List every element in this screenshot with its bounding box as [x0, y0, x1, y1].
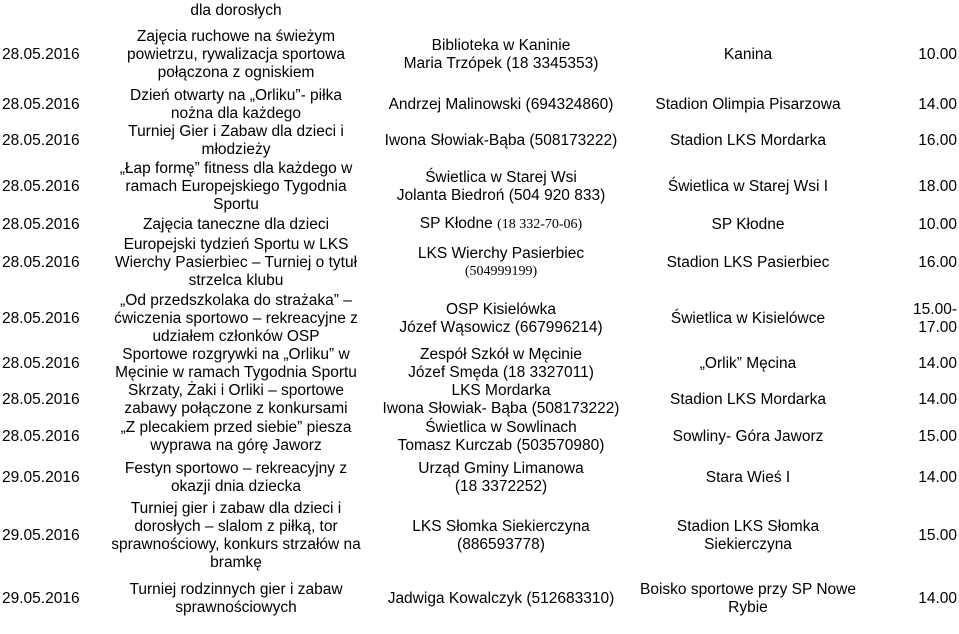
activity-cell: [102, 291, 370, 346]
cell-line: okazji dnia dziecka: [170, 478, 302, 495]
table-row: [0, 87, 959, 123]
cell-line: Stara Wieś I: [705, 469, 791, 486]
cell-line: Turniej Gier i Zabaw dla dzieci i: [128, 123, 344, 140]
table-row: [0, 235, 959, 291]
organizer-cell: [370, 235, 632, 291]
place-cell: [632, 456, 864, 500]
table-row: [0, 346, 959, 382]
table-row: [0, 500, 959, 572]
cell-line: Stadion Olimpia Pisarzowa: [655, 96, 841, 113]
place-cell: [632, 87, 864, 123]
organizer-cell: [370, 346, 632, 382]
organizer-name: SP Kłodne: [419, 215, 498, 232]
time-cell: [864, 500, 959, 572]
cell-line: sprawnościowy, konkurs strzałów na: [111, 536, 361, 553]
cell-line: Stadion LKS Mordarka: [670, 132, 826, 149]
cell-line: Boisko sportowe przy SP Nowe: [640, 581, 856, 598]
table-row: [0, 456, 959, 500]
time-cell: [864, 214, 959, 235]
cell-line: LKS Mordarka: [451, 382, 551, 399]
table-row: [0, 123, 959, 159]
place-cell: [632, 214, 864, 235]
organizer-cell: [370, 572, 632, 626]
time-cell: [864, 291, 959, 346]
event-date: 28.05.2016: [2, 215, 80, 233]
time-cell: [864, 22, 959, 87]
cell-line: Tomasz Kurczab (503570980): [397, 437, 605, 454]
activity-fragment: dla dorosłych: [190, 2, 282, 19]
table-row: [0, 159, 959, 214]
header-fragment-row: [0, 0, 959, 22]
cell-line: bramkę: [210, 554, 262, 571]
table-row: [0, 382, 959, 418]
organizer-cell: [370, 214, 632, 235]
cell-line: Rybie: [728, 599, 768, 616]
cell-line: Zajęcia ruchowe na świeżym: [136, 27, 336, 45]
cell-line: wyprawa na górę Jaworz: [150, 437, 322, 454]
time-cell: [864, 346, 959, 382]
cell-line: udziałem członków OSP: [152, 327, 320, 345]
cell-line: LKS Słomka Siekierczyna: [412, 518, 590, 535]
cell-line: ćwiczenia sportowo – rekreacyjne z: [114, 309, 358, 327]
cell-line: Świetlica w Kisielówce: [670, 309, 826, 327]
activity-cell: [102, 235, 370, 291]
cell-line: LKS Wierchy Pasierbiec: [417, 245, 585, 262]
place-cell: [632, 22, 864, 87]
event-date: 28.05.2016: [2, 177, 80, 195]
event-date: 28.05.2016: [2, 355, 80, 372]
cell-line: zabawy połączone z konkursami: [124, 400, 348, 417]
date-cell: [0, 418, 102, 456]
activity-cell: [102, 159, 370, 214]
cell-line: „Z plecakiem przed siebie” piesza: [120, 419, 352, 436]
activity-cell: [102, 87, 370, 123]
cell-line: Urząd Gminy Limanowa: [418, 460, 584, 477]
cell-line: Maria Trzópek (18 3345353): [403, 54, 599, 72]
cell-line: ramach Europejskiego Tygodnia: [125, 177, 347, 195]
event-date: 28.05.2016: [2, 309, 80, 327]
activity-cell: [102, 214, 370, 235]
cell-line: Stadion LKS Mordarka: [670, 391, 826, 408]
time-cell: [864, 456, 959, 500]
organizer-phone: (18 332-70-06): [497, 217, 583, 232]
cell-line: Świetlica w Starej Wsi I: [667, 177, 829, 195]
organizer-phone: (504999199): [464, 264, 538, 279]
date-cell: [0, 123, 102, 159]
cell-line: Biblioteka w Kaninie: [431, 36, 571, 54]
table-row: [0, 572, 959, 626]
cell-line: Festyn sportowo – rekreacyjny z: [124, 460, 348, 477]
cell-line: 10.00: [918, 215, 957, 233]
organizer-cell: [370, 123, 632, 159]
time-cell: [864, 123, 959, 159]
place-cell: [632, 500, 864, 572]
place-cell: [632, 235, 864, 291]
activity-cell: [102, 382, 370, 418]
activity-cell: [102, 22, 370, 87]
cell-line: Męcinie w ramach Tygodnia Sportu: [115, 364, 357, 381]
cell-line: Iwona Słowiak- Bąba (508173222): [382, 400, 620, 417]
cell-line: Sportu: [213, 195, 259, 213]
cell-line: Skrzaty, Żaki i Orliki – sportowe: [128, 382, 344, 399]
cell-line: Iwona Słowiak-Bąba (508173222): [384, 132, 618, 149]
event-date: 28.05.2016: [2, 254, 80, 271]
date-cell: [0, 159, 102, 214]
cell-line: Stadion LKS Pasierbiec: [666, 254, 830, 271]
time-cell: [864, 572, 959, 626]
organizer-cell: [370, 159, 632, 214]
table-row: [0, 291, 959, 346]
cell-line: 14.00: [918, 469, 957, 486]
time-cell: [864, 418, 959, 456]
cell-line: nożna dla każdego: [170, 105, 302, 122]
cell-line: 17.00: [918, 318, 957, 336]
cell-line: dorosłych – slalom z piłką, tor: [134, 518, 338, 535]
date-cell: [0, 572, 102, 626]
time-cell: [864, 159, 959, 214]
cell-line: „Od przedszkolaka do strażaka” –: [120, 291, 352, 309]
table-row: [0, 418, 959, 456]
organizer-cell: [370, 291, 632, 346]
cell-line: Dzień otwarty na „Orliku”- piłka: [130, 87, 342, 104]
organizer-cell: [370, 382, 632, 418]
cell-line: 15.00: [918, 428, 957, 445]
cell-line: Andrzej Malinowski (694324860): [388, 96, 614, 113]
place-cell: [632, 159, 864, 214]
cell-line: Sportowe rozgrywki na „Orliku” w: [122, 346, 350, 363]
organizer-cell: [370, 500, 632, 572]
cell-line: „Orlik” Męcina: [699, 355, 797, 372]
cell-line: Zespół Szkół w Męcinie: [420, 346, 582, 363]
cell-line: 16.00: [918, 254, 957, 271]
event-date: 28.05.2016: [2, 96, 80, 113]
activity-cell: [102, 123, 370, 159]
event-date: 28.05.2016: [2, 428, 80, 445]
date-cell: [0, 382, 102, 418]
cell-line: Świetlica w Sowlinach: [425, 419, 577, 436]
organizer-cell: [370, 418, 632, 456]
cell-line: „Łap formę” fitness dla każdego w: [119, 159, 353, 177]
date-cell: [0, 456, 102, 500]
date-cell: [0, 235, 102, 291]
cell-line: Józef Smęda (18 3327011): [408, 364, 594, 381]
cell-line: Turniej rodzinnych gier i zabaw: [129, 581, 343, 598]
cell-line: Józef Wąsowicz (667996214): [399, 318, 603, 336]
cell-line: 15.00: [918, 527, 957, 544]
date-cell: [0, 500, 102, 572]
cell-line: Europejski tydzień Sportu w LKS: [123, 236, 349, 253]
event-date: 29.05.2016: [2, 590, 80, 607]
cell-line: (886593778): [457, 536, 545, 553]
cell-line: młodzieży: [201, 141, 271, 158]
event-date: 28.05.2016: [2, 132, 80, 149]
cell-line: 14.00: [918, 590, 957, 607]
time-cell: [864, 87, 959, 123]
activity-cell: [102, 418, 370, 456]
cell-line: 14.00: [918, 96, 957, 113]
place-cell: [632, 382, 864, 418]
activity-cell: [102, 346, 370, 382]
cell-line: Jolanta Biedroń (504 920 833): [396, 186, 606, 204]
date-cell: [0, 346, 102, 382]
cell-line: Świetlica w Starej Wsi: [425, 168, 577, 186]
table-row: [0, 214, 959, 235]
cell-line: 14.00: [918, 355, 957, 372]
date-cell: [0, 87, 102, 123]
place-cell: [632, 291, 864, 346]
cell-line: strzelca klubu: [188, 272, 284, 289]
cell-line: sprawnościowych: [175, 599, 297, 616]
time-cell: [864, 235, 959, 291]
cell-line: 14.00: [918, 391, 957, 408]
place-cell: [632, 123, 864, 159]
place-cell: [632, 418, 864, 456]
organizer-cell: [370, 22, 632, 87]
cell-line: 15.00-: [913, 300, 957, 318]
cell-line: Turniej gier i zabaw dla dzieci i: [130, 500, 342, 517]
activity-cell: [102, 456, 370, 500]
cell-line: Zajęcia taneczne dla dzieci: [142, 215, 330, 233]
cell-line: powietrzu, rywalizacja sportowa: [127, 45, 345, 63]
date-cell: [0, 291, 102, 346]
cell-line: Jadwiga Kowalczyk (512683310): [387, 590, 615, 607]
place-cell: [632, 346, 864, 382]
cell-line: Wierchy Pasierbiec – Turniej o tytuł: [114, 254, 358, 271]
event-date: 29.05.2016: [2, 469, 80, 486]
cell-line: SP Kłodne: [711, 215, 785, 233]
time-cell: [864, 382, 959, 418]
cell-line: 18.00: [918, 177, 957, 195]
organizer-cell: [370, 456, 632, 500]
cell-line: 10.00: [918, 45, 957, 63]
activity-cell: [102, 500, 370, 572]
event-date: 29.05.2016: [2, 527, 80, 544]
cell-line: Sowliny- Góra Jaworz: [672, 428, 824, 445]
event-date: 28.05.2016: [2, 45, 80, 63]
cell-line: 16.00: [918, 132, 957, 149]
cell-line: Siekierczyna: [704, 536, 792, 553]
cell-line: Kanina: [723, 45, 773, 63]
cell-line: (18 3372252): [454, 478, 548, 495]
cell-line: Stadion LKS Słomka: [676, 518, 820, 535]
date-cell: [0, 22, 102, 87]
date-cell: [0, 214, 102, 235]
event-date: 28.05.2016: [2, 391, 80, 408]
activity-cell: [102, 572, 370, 626]
cell-line: połączona z ogniskiem: [157, 63, 315, 81]
organizer-cell: [370, 87, 632, 123]
table-row: [0, 22, 959, 87]
cell-line: OSP Kisielówka: [446, 300, 556, 318]
place-cell: [632, 572, 864, 626]
